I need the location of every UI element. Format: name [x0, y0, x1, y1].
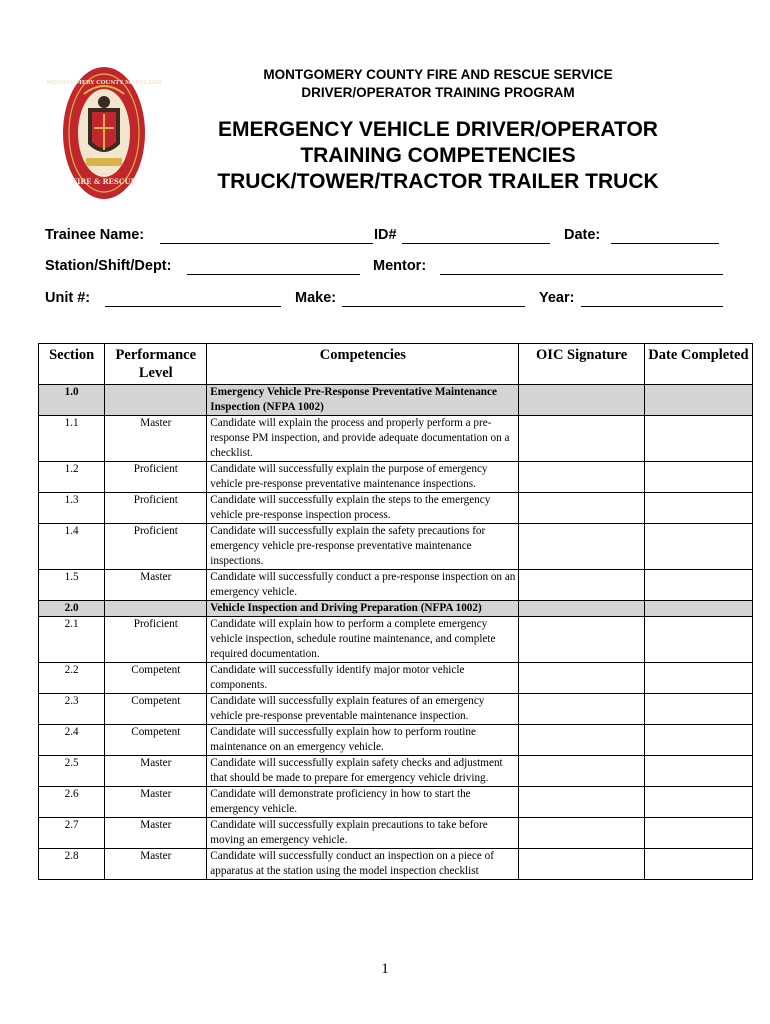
logo-text-top: MONTGOMERY COUNTY MARYLAND [46, 80, 162, 86]
performance-level: Master [105, 787, 207, 818]
trainee-name-label: Trainee Name: [45, 227, 145, 243]
performance-level: Master [105, 849, 207, 880]
competencies-header: Competencies [207, 344, 519, 385]
date-completed-cell[interactable] [644, 849, 752, 880]
page-number: 1 [381, 961, 389, 977]
logo-text-bottom: FIRE & RESCUE [72, 177, 136, 186]
performance-level-header: Performance Level [105, 344, 207, 385]
date-completed-cell[interactable] [644, 818, 752, 849]
year-label: Year: [539, 290, 575, 306]
date-completed-cell[interactable] [644, 416, 752, 462]
id-field[interactable] [402, 243, 550, 244]
date-completed-header: Date Completed [644, 344, 752, 385]
section-number: 2.3 [39, 694, 105, 725]
section-number: 2.6 [39, 787, 105, 818]
id-label: ID# [374, 227, 397, 243]
station-shift-dept-field[interactable] [187, 274, 360, 275]
competency-text: Candidate will demonstrate proficiency in how to start the emergency vehicle. [207, 787, 519, 818]
oic-signature-cell[interactable] [519, 416, 644, 462]
performance-level: Proficient [105, 462, 207, 493]
mentor-field[interactable] [440, 274, 723, 275]
date-completed-cell[interactable] [644, 787, 752, 818]
competency-text: Candidate will successfully conduct a pre-response inspection on an emergency vehicle. [207, 570, 519, 601]
date-completed-cell[interactable] [644, 462, 752, 493]
section-header: Section [39, 344, 105, 385]
org-name: MONTGOMERY COUNTY FIRE AND RESCUE SERVICE [263, 67, 613, 82]
year-field[interactable] [581, 306, 723, 307]
date-completed-cell[interactable] [644, 694, 752, 725]
oic-signature-cell[interactable] [519, 849, 644, 880]
oic-signature-cell[interactable] [519, 385, 644, 416]
date-completed-cell[interactable] [644, 570, 752, 601]
date-completed-cell[interactable] [644, 601, 752, 617]
competency-text: Candidate will successfully explain safety checks and adjustment that should be made to prepare for emergency vehicle driving. [207, 756, 519, 787]
date-completed-cell[interactable] [644, 756, 752, 787]
oic-signature-cell[interactable] [519, 725, 644, 756]
oic-signature-cell[interactable] [519, 756, 644, 787]
date-label: Date: [564, 227, 601, 243]
program-name: DRIVER/OPERATOR TRAINING PROGRAM [301, 85, 575, 100]
oic-signature-cell[interactable] [519, 663, 644, 694]
section-number: 2.7 [39, 818, 105, 849]
competencies-table [38, 343, 753, 880]
oic-signature-cell[interactable] [519, 787, 644, 818]
trainee-name-field[interactable] [160, 243, 373, 244]
section-number: 1.3 [39, 493, 105, 524]
performance-level: Competent [105, 694, 207, 725]
make-label: Make: [295, 290, 337, 306]
oic-signature-cell[interactable] [519, 601, 644, 617]
section-number: 1.5 [39, 570, 105, 601]
performance-level: Competent [105, 725, 207, 756]
table-row [39, 570, 753, 601]
title-line-2: TRAINING COMPETENCIES [300, 144, 576, 167]
oic-signature-cell[interactable] [519, 462, 644, 493]
oic-signature-cell[interactable] [519, 818, 644, 849]
table-row [39, 663, 753, 694]
table-row [39, 694, 753, 725]
oic-signature-header: OIC Signature [519, 344, 644, 385]
mentor-label: Mentor: [373, 258, 427, 274]
competency-text: Candidate will successfully explain features of an emergency vehicle pre-response preventable maintenance inspection. [207, 694, 519, 725]
table-section-row [39, 385, 753, 416]
competency-text: Candidate will successfully explain the purpose of emergency vehicle pre-response preventative maintenance inspections. [207, 462, 519, 493]
table-section-row [39, 601, 753, 617]
section-number: 1.2 [39, 462, 105, 493]
title-line-3: TRUCK/TOWER/TRACTOR TRAILER TRUCK [217, 170, 659, 193]
date-field[interactable] [611, 243, 719, 244]
station-shift-dept-label: Station/Shift/Dept: [45, 258, 172, 274]
table-row [39, 849, 753, 880]
table-row [39, 617, 753, 663]
oic-signature-cell[interactable] [519, 524, 644, 570]
date-completed-cell[interactable] [644, 385, 752, 416]
competency-text: Candidate will successfully conduct an inspection on a piece of apparatus at the station using the model inspection checklist [207, 849, 519, 880]
table-row [39, 524, 753, 570]
title-line-1: EMERGENCY VEHICLE DRIVER/OPERATOR [218, 118, 658, 141]
date-completed-cell[interactable] [644, 663, 752, 694]
competency-text: Candidate will explain how to perform a complete emergency vehicle inspection, schedule routine maintenance, and complete required documentation. [207, 617, 519, 663]
competency-text: Candidate will successfully explain the steps to the emergency vehicle pre-response inspection process. [207, 493, 519, 524]
section-number: 2.1 [39, 617, 105, 663]
performance-level: Proficient [105, 524, 207, 570]
table-row [39, 416, 753, 462]
unit-field[interactable] [105, 306, 281, 307]
performance-level: Master [105, 756, 207, 787]
section-number: 2.5 [39, 756, 105, 787]
table-header-row [39, 344, 753, 385]
competency-text: Candidate will successfully explain the safety precautions for emergency vehicle pre-response preventative maintenance inspections. [207, 524, 519, 570]
performance-level: Master [105, 570, 207, 601]
performance-level: Master [105, 818, 207, 849]
section-number: 1.4 [39, 524, 105, 570]
montgomery-county-fire-rescue-seal-icon [46, 66, 162, 200]
oic-signature-cell[interactable] [519, 617, 644, 663]
table-row [39, 756, 753, 787]
competency-text: Candidate will successfully explain how to perform routine maintenance on an emergency vehicle. [207, 725, 519, 756]
table-row [39, 493, 753, 524]
competency-text: Emergency Vehicle Pre-Response Preventative Maintenance Inspection (NFPA 1002) [207, 385, 519, 416]
performance-level [105, 385, 207, 416]
performance-level: Proficient [105, 493, 207, 524]
unit-label: Unit #: [45, 290, 91, 306]
section-number: 2.4 [39, 725, 105, 756]
section-number: 2.0 [39, 601, 105, 617]
performance-level [105, 601, 207, 617]
section-number: 2.2 [39, 663, 105, 694]
performance-level: Competent [105, 663, 207, 694]
make-field[interactable] [342, 306, 525, 307]
date-completed-cell[interactable] [644, 524, 752, 570]
competency-text: Candidate will explain the process and properly perform a pre-response PM inspection, and provide adequate documentation on a checklist. [207, 416, 519, 462]
section-number: 1.0 [39, 385, 105, 416]
performance-level: Master [105, 416, 207, 462]
date-completed-cell[interactable] [644, 725, 752, 756]
oic-signature-cell[interactable] [519, 493, 644, 524]
section-number: 1.1 [39, 416, 105, 462]
table-row [39, 787, 753, 818]
section-number: 2.8 [39, 849, 105, 880]
oic-signature-cell[interactable] [519, 570, 644, 601]
competency-text: Candidate will successfully identify major motor vehicle components. [207, 663, 519, 694]
oic-signature-cell[interactable] [519, 694, 644, 725]
date-completed-cell[interactable] [644, 493, 752, 524]
table-row [39, 462, 753, 493]
date-completed-cell[interactable] [644, 617, 752, 663]
competency-text: Vehicle Inspection and Driving Preparation (NFPA 1002) [207, 601, 519, 617]
performance-level: Proficient [105, 617, 207, 663]
competency-text: Candidate will successfully explain precautions to take before moving an emergency vehicle. [207, 818, 519, 849]
table-row [39, 818, 753, 849]
table-row [39, 725, 753, 756]
